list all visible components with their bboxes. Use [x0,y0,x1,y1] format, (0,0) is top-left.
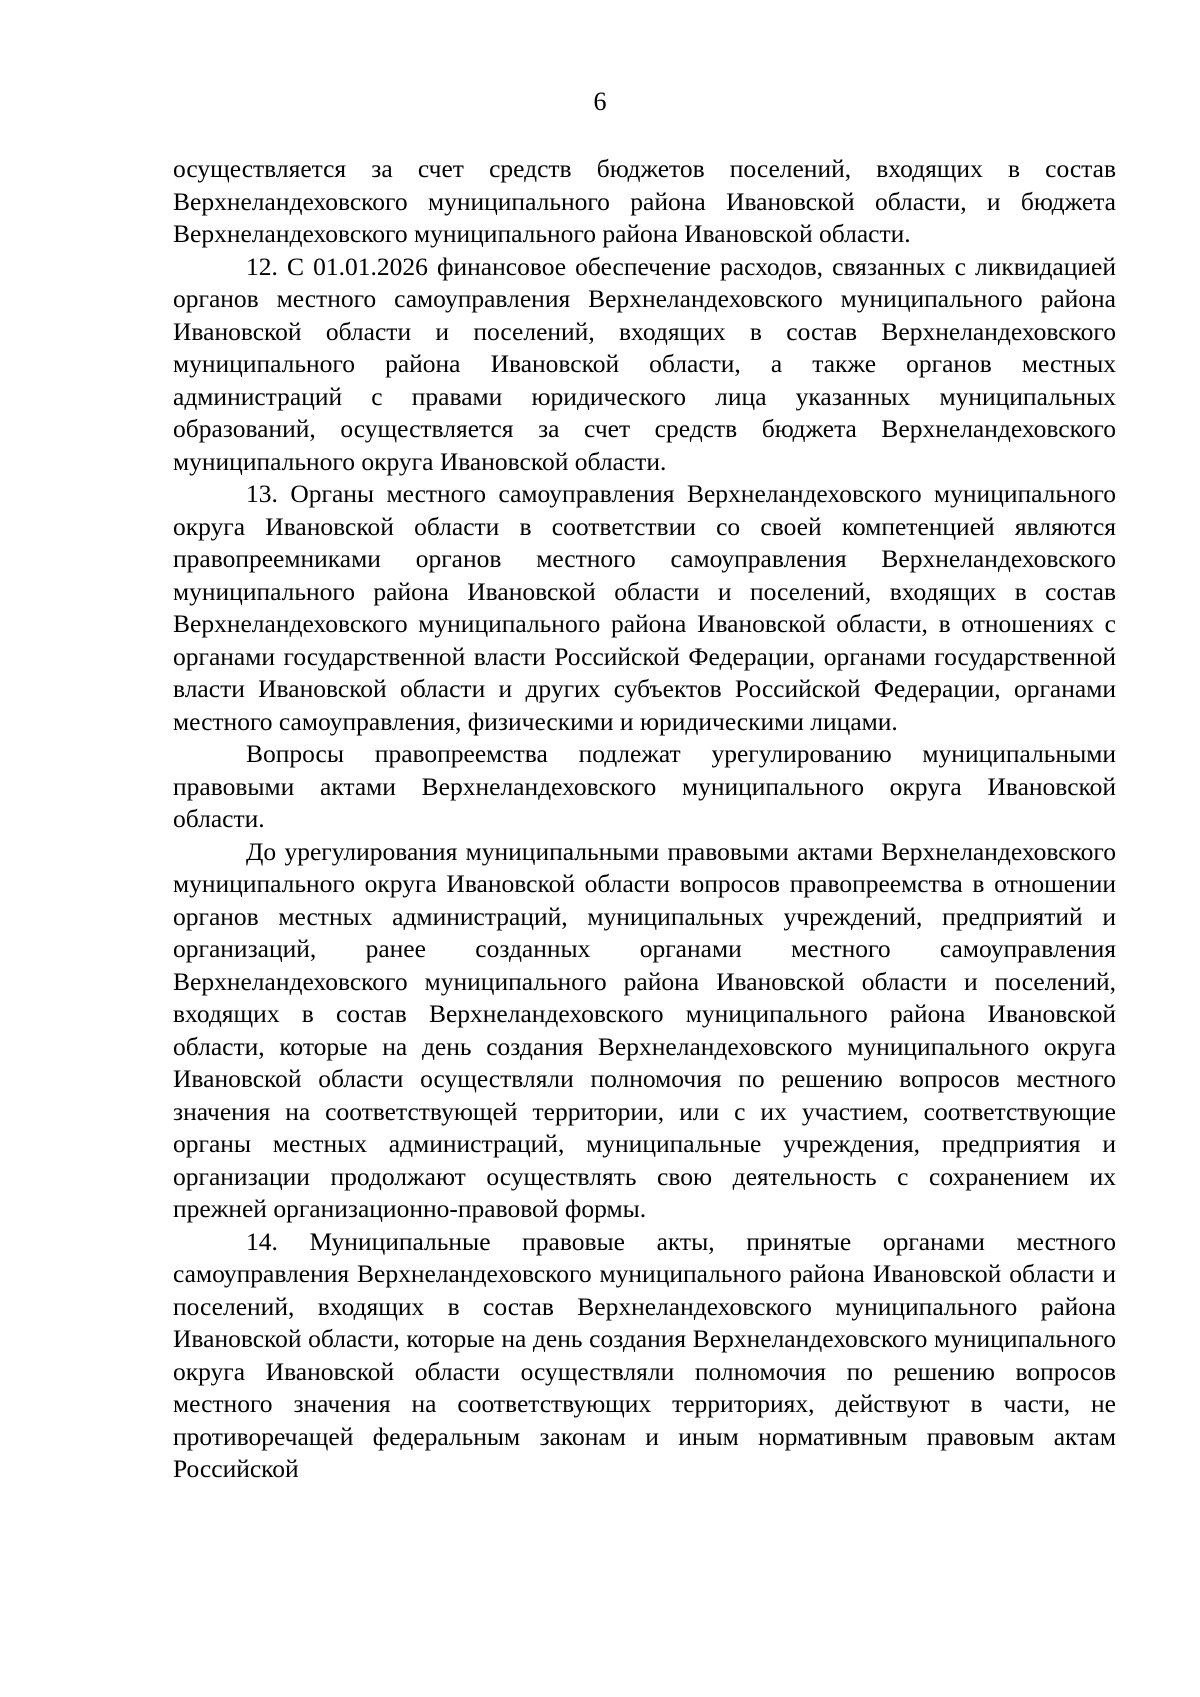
paragraph-item-14: 14. Муниципальные правовые акты, принятые органами местного самоуправления Верхнеландеховского муниципального района Ивановской области и поселений, входящих в состав Верхнеландеховского муниципального района Ивановской области, которые на день создания Верхнеландеховского муниципального округа Ивановской области осуществляли полномочия по решению вопросов местного значения на соответствующих территориях, действуют в части, не противоречащей федеральным законам и иным нормативным правовым актам Российской [173,1226,1116,1483]
paragraph-item-13: 13. Органы местного самоуправления Верхнеландеховского муниципального округа Ивановской области в соответствии со своей компетенцией являются правопреемниками органов местного самоуправления Верхнеландеховского муниципального района Ивановской области и поселений, входящих в состав Верхнеландеховского муниципального района Ивановской области, в отношениях с органами государственной власти Российской Федерации, органами государственной власти Ивановской области и других субъектов Российской Федерации, органами местного самоуправления, физическими и юридическими лицами. [173,479,1116,736]
paragraph-succession-regulation: Вопросы правопреемства подлежат урегулированию муниципальными правовыми актами Верхнеландеховского муниципального округа Ивановской области. [173,739,1116,833]
paragraph-continuation: осуществляется за счет средств бюджетов поселений, входящих в состав Верхнеландеховского муниципального района Ивановской области, и бюджета Верхнеландеховского муниципального района Ивановской области. [173,154,1116,248]
page-number: 6 [593,87,607,116]
paragraph-until-regulation: До урегулирования муниципальными правовыми актами Верхнеландеховского муниципального округа Ивановской области вопросов правопреемства в отношении органов местных администраций, муниципальных учреждений, предприятий и организаций, ранее созданных органами местного самоуправления Верхнеландеховского муниципального района Ивановской области и поселений, входящих в состав Верхнеландеховского муниципального района Ивановской области, которые на день создания Верхнеландеховского муниципального округа Ивановской области осуществляли полномочия по решению вопросов местного значения на соответствующей территории, или с их участием, соответствующие органы местных администраций, муниципальные учреждения, предприятия и организации продолжают осуществлять свою деятельность с сохранением их прежней организационно-правовой формы. [173,836,1116,1223]
document-body [173,153,1116,1486]
paragraph-item-12: 12. С 01.01.2026 финансовое обеспечение расходов, связанных с ликвидацией органов местного самоуправления Верхнеландеховского муниципального района Ивановской области и поселений, входящих в состав Верхнеландеховского муниципального района Ивановской области, а также органов местных администраций с правами юридического лица указанных муниципальных образований, осуществляется за счет средств бюджета Верхнеландеховского муниципального округа Ивановской области. [173,251,1116,476]
